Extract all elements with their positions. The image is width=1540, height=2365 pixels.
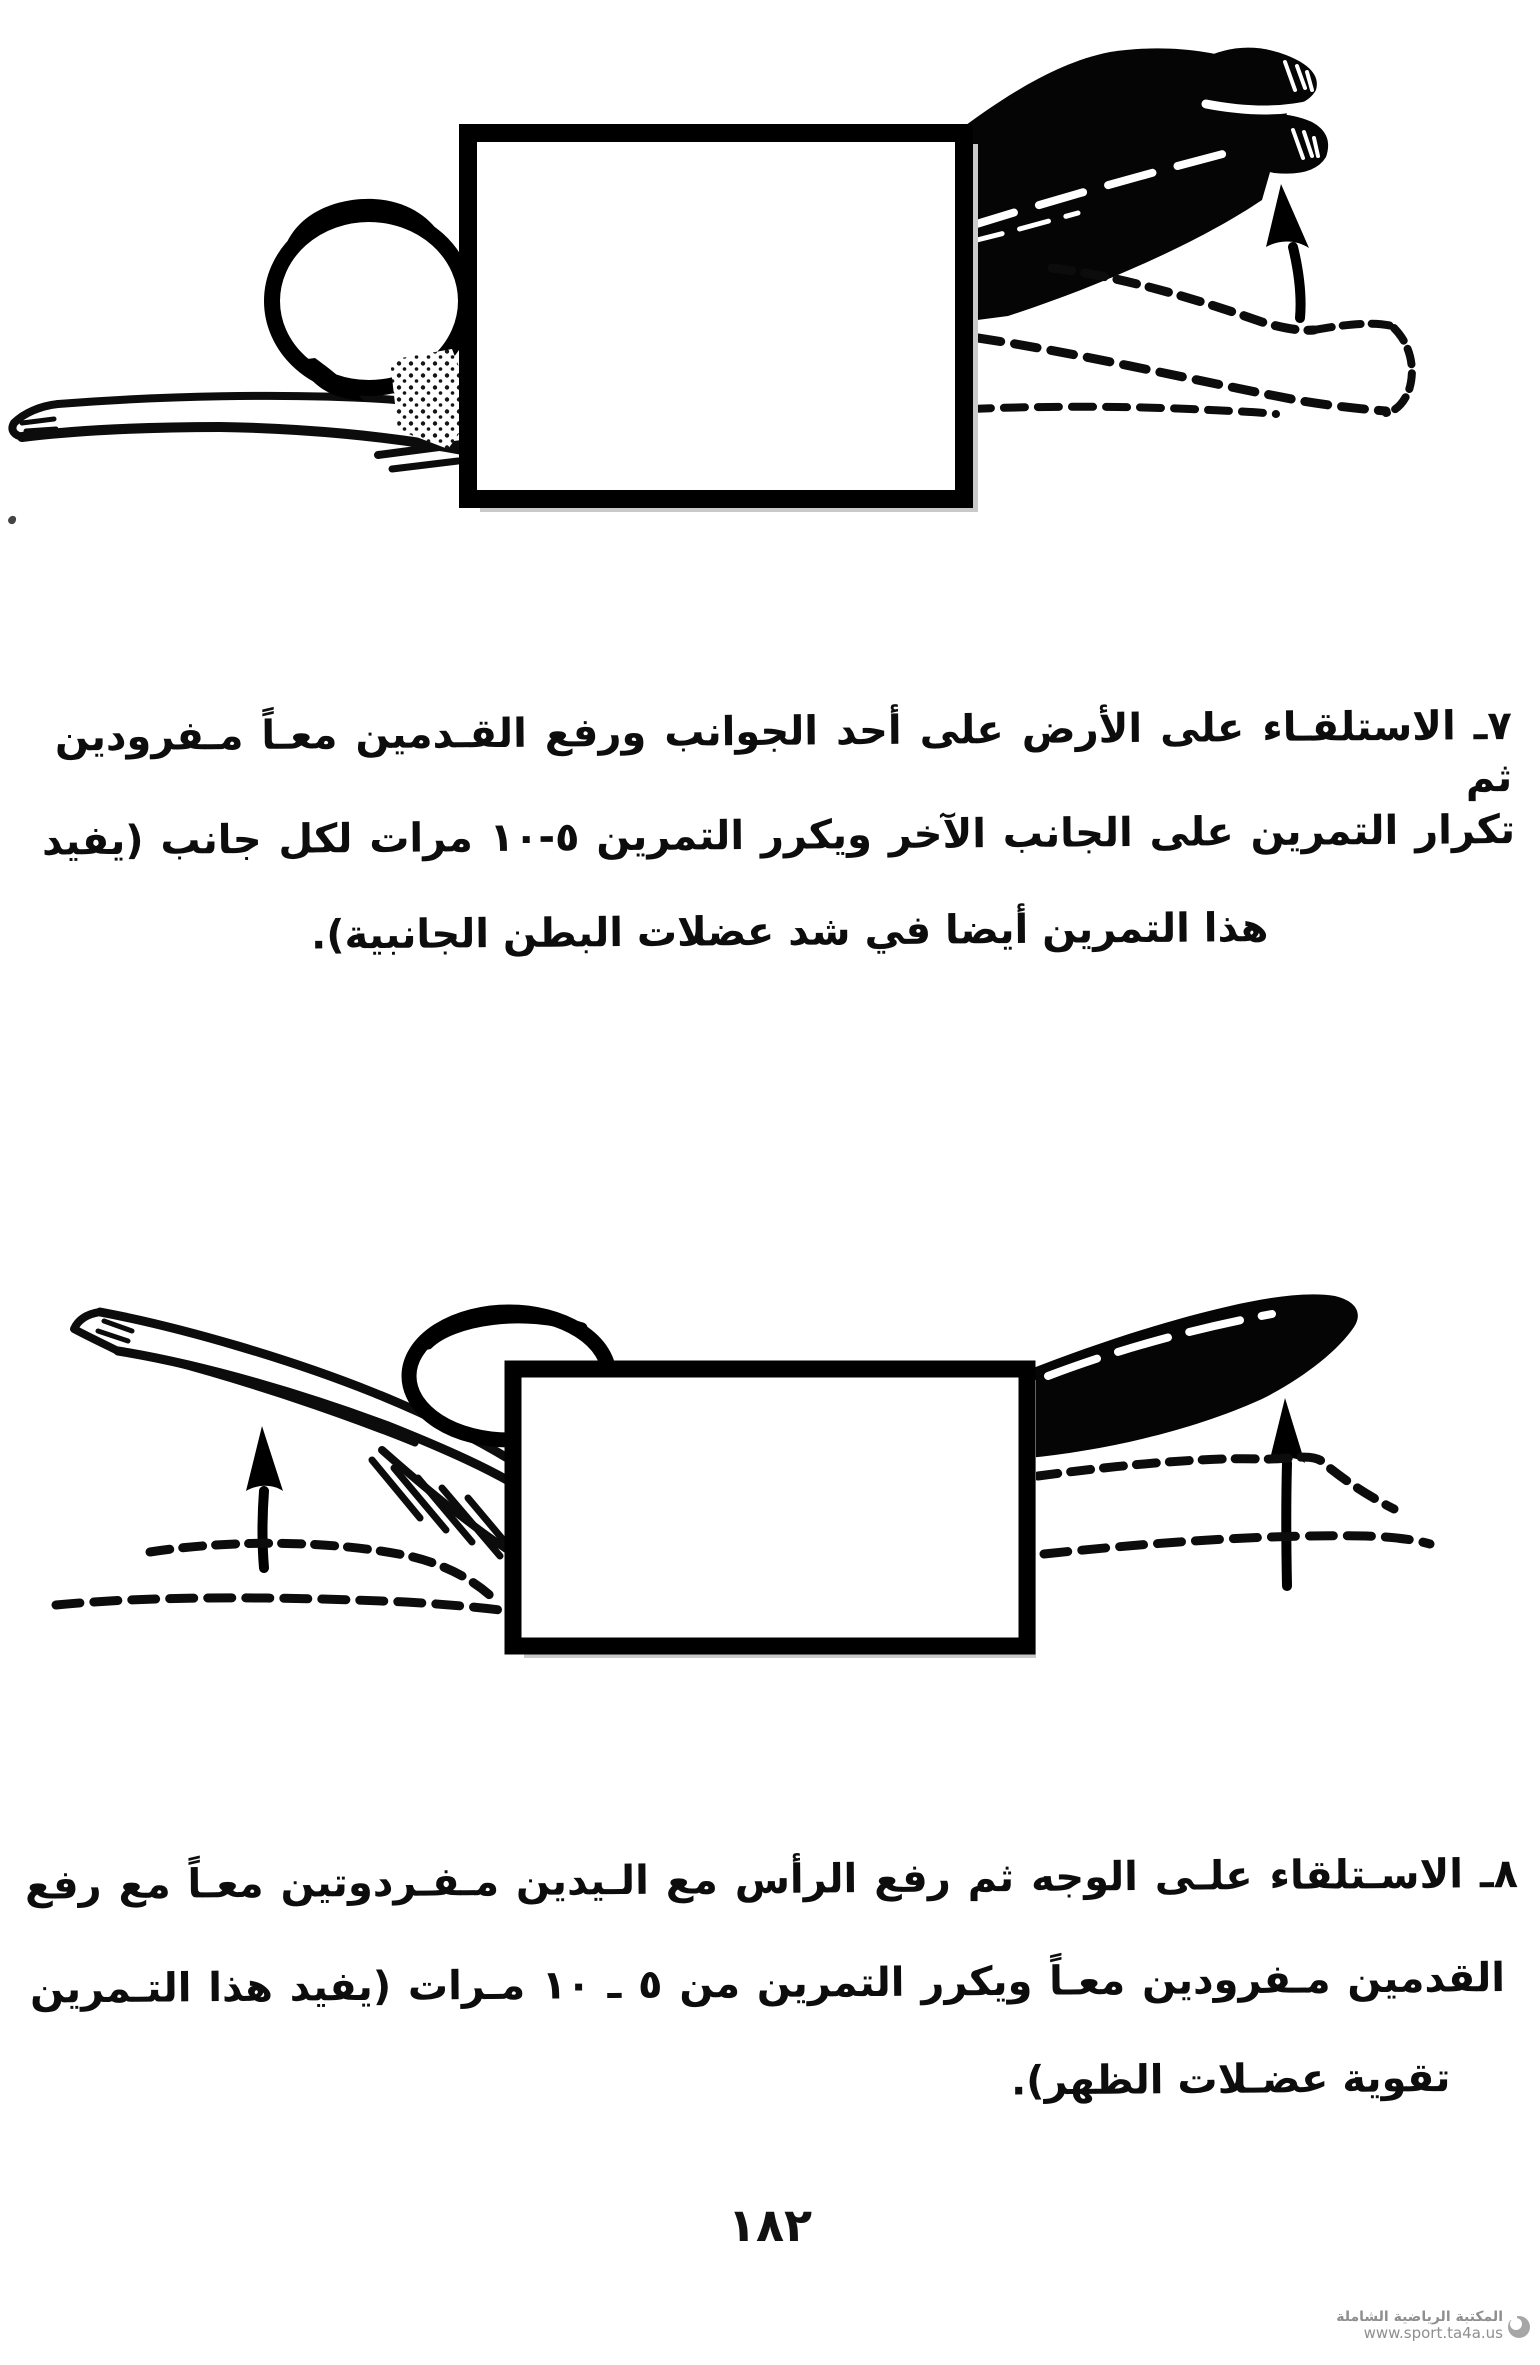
- ground-sketch-right: [1038, 1457, 1430, 1554]
- watermark-logo-icon: [1506, 2312, 1532, 2340]
- exercise-7-line-2: تكرار التمرين على الجانب الآخر ويكرر التمرين ٥-١٠ مرات لكل جانب (يفيد: [41, 807, 1516, 865]
- up-arrow-icon: [1269, 1398, 1305, 1586]
- watermark-text: [1336, 2310, 1503, 2342]
- exercise-8-line-1: ٨ـ الاسـتلقاء علـى الوجه ثم رفع الرأس مع الـيدين مـفـردوتين معـاً مع رفع: [24, 1851, 1519, 1909]
- exercise-7-line-1: ٧ـ الاستلقـاء على الأرض على أحد الجوانب ورفع القـدمين معـاً مـفرودين ثم: [54, 703, 1513, 802]
- exercise-8-figure: [0, 1248, 1540, 1718]
- up-arrow-icon: [1266, 184, 1309, 318]
- page-number: ١٨٢: [727, 2198, 813, 2252]
- ink-speck: [8, 516, 16, 524]
- watermark: [1336, 2310, 1532, 2342]
- watermark-url: www.sport.ta4a.us: [1363, 2324, 1503, 2343]
- watermark-library-name: المكتبة الرياضية الشاملة: [1336, 2309, 1503, 2325]
- exercise-7-figure: [0, 0, 1540, 570]
- ground-sketch-left: [56, 1543, 522, 1613]
- exercise-8-line-3: تقوية عضـلات الظهر).: [1010, 2055, 1451, 2105]
- censor-box: [513, 1369, 1036, 1658]
- censor-box: [468, 133, 978, 512]
- raised-legs-silhouette: [962, 48, 1328, 322]
- exercise-8-line-2: القدمين مـفرودين معـاً ويكرر التمرين من ٥ ـ ١٠ مـرات (يفيد هذا التـمرين: [29, 1955, 1506, 2013]
- exercise-7-line-3: هذا التمرين أيضا في شد عضلات البطن الجانبية).: [310, 905, 1269, 959]
- raised-leg-silhouette: [1028, 1294, 1358, 1458]
